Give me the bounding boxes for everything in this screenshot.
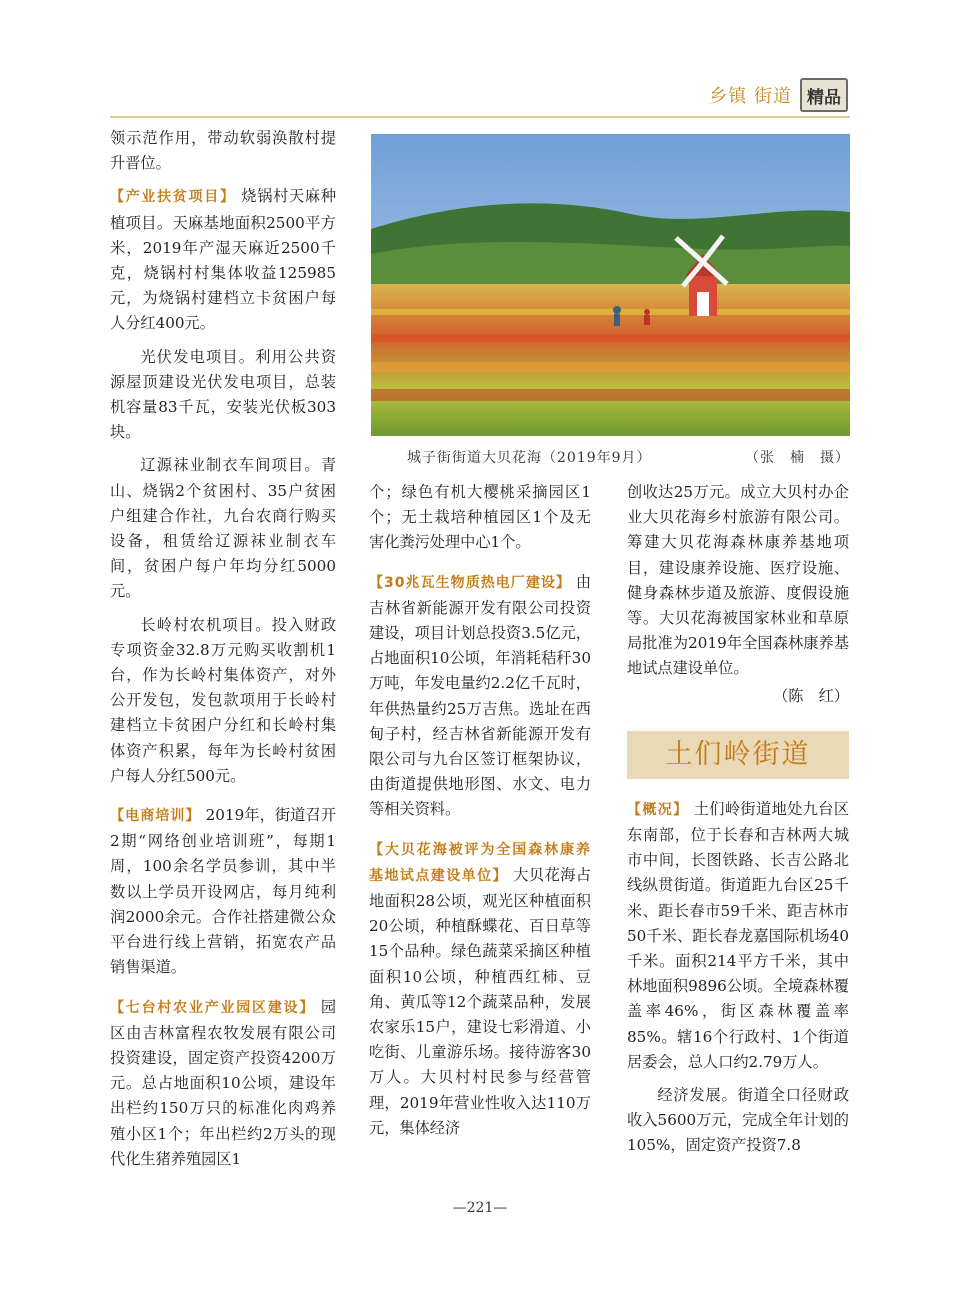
header-divider (110, 116, 850, 118)
section-text: 大贝花海占地面积28公顷，观光区种植面积20公顷，种植酥蝶花、百日草等15个品种。绿色蔬菜采摘区种植面积10公顷，种植西红柿、豆角、黄瓜等12个蔬菜品种，发展农家乐15户，建设七彩滑道、小吃街、儿童游乐场。接待游客30万人。大贝村村民参与经营管理，2019年营业性收入达110万元，集体经济 (369, 865, 592, 1137)
section-heading: 【大贝花海被评为全国森林康养基地试点建设单位】 (369, 841, 591, 884)
section-heading: 【电商培训】 (110, 808, 201, 825)
paragraph: 创收达25万元。成立大贝村办企业大贝花海乡村旅游有限公司。筹建大贝花海森林康养基地项目，建设康养设施、医疗设施、健身森林步道及旅游、度假设施等。大贝花海被国家林业和草原局批准为2019年全国森林康养基地试点建设单位。 (627, 483, 849, 678)
paragraph: 光伏发电项目。利用公共资源屋顶建设光伏发电项目，总装机容量83千瓦，安装光伏板303块。 (110, 347, 336, 442)
section-text: 由吉林省新能源开发有限公司投资建设，项目计划总投资3.5亿元，占地面积10公顷，年消耗秸秆30万吨，年发电量约2.2亿千瓦时，年供热量约25万吉焦。选址在西甸子村，经吉林省新能源开发有限公司与九台区签订框架协议，由街道提供地形图、水文、电力等相关资料。 (369, 572, 592, 819)
page-number: —221— (452, 1200, 508, 1216)
section-text: 园区由吉林富程农牧发展有限公司投资建设，固定资产投资4200万元。总占地面积10公顷，建设年出栏约150万只的标准化肉鸡养殖小区1个；年出栏约2万头的现代化生猪养殖园区1 (110, 997, 337, 1168)
paragraph: 经济发展。街道全口径财政收入5600万元，完成全年计划的105%，固定资产投资7.8 (627, 1086, 849, 1155)
author-credit: （陈 红） (773, 686, 849, 705)
header-bar (709, 78, 848, 112)
paragraph: 长岭村农机项目。投入财政专项资金32.8万元购买收割机1台，作为长岭村集体资产，对外公开发包，发包款项用于长岭村建档立卡贫困户分红和长岭村集体资产积累，每年为长岭村贫困户每人分红500元。 (110, 615, 336, 785)
section-title: 乡镇 街道 (709, 86, 792, 107)
text-column-1 (110, 126, 336, 1180)
section-heading: 【概况】 (627, 801, 689, 818)
section-dabei-flower-sea (369, 837, 591, 1141)
text-column-2 (369, 480, 591, 1149)
paragraph: 领示范作用，带动软弱涣散村提升晋位。 (110, 129, 336, 173)
paragraph: 辽源袜业制衣车间项目。青山、烧锅2个贫困村、35户贫困户组建合作社，九台农商行购买设备，租赁给辽源袜业制衣车间，贫困户每户年均分红5000元。 (110, 456, 336, 601)
text-column-3 (627, 480, 849, 1167)
section-heading: 【产业扶贫项目】 (110, 189, 236, 206)
photo-credit: （张 楠 摄） (745, 450, 850, 466)
section-text: 烧锅村天麻种植项目。天麻基地面积2500平方米，2019年产湿天麻近2500千克，烧锅村村集体收益125985元，为烧锅村建档立卡贫困户每人分红400元。 (110, 187, 337, 333)
section-heading: 【七台村农业产业园区建设】 (110, 999, 316, 1016)
district-title: 土们岭街道 (665, 739, 811, 771)
section-text: 2019年，街道召开2期“网络创业培训班”，每期1周，100余名学员参训，其中半数以上学员开设网店，每月纯利润2000余元。合作社搭建微公众平台进行线上营销，拓宽农产品销售渠道。 (110, 806, 337, 977)
section-qitai-park (110, 995, 336, 1172)
flower-field-photo (371, 134, 850, 436)
paragraph: 个；绿色有机大樱桃采摘园区1个；无土栽培种植园区1个及无害化粪污处理中心1个。 (369, 483, 591, 552)
section-text: 土们岭街道地处九台区东南部，位于长春和吉林两大城市中间，长图铁路、长吉公路北线纵贯街道。街道距九台区25千米、距长春市59千米、距吉林市50千米、距长春龙嘉国际机场40千米。面积214平方千米，其中林地面积9896公顷。全境森林覆盖率46%，街区森林覆盖率85%。辖16个行政村、1个街道居委会，总人口约2.79万人。 (627, 799, 850, 1071)
landscape-image (371, 134, 850, 436)
caption-text: 城子街街道大贝花海（2019年9月） (407, 450, 652, 466)
logo-badge: 精品 (800, 78, 848, 112)
section-heading: 【30兆瓦生物质热电厂建设】 (369, 574, 571, 591)
section-industry-poverty (110, 184, 336, 336)
section-ecommerce (110, 803, 336, 980)
district-title-box (627, 731, 849, 779)
section-overview (627, 797, 849, 1075)
section-biomass-plant (369, 570, 591, 823)
